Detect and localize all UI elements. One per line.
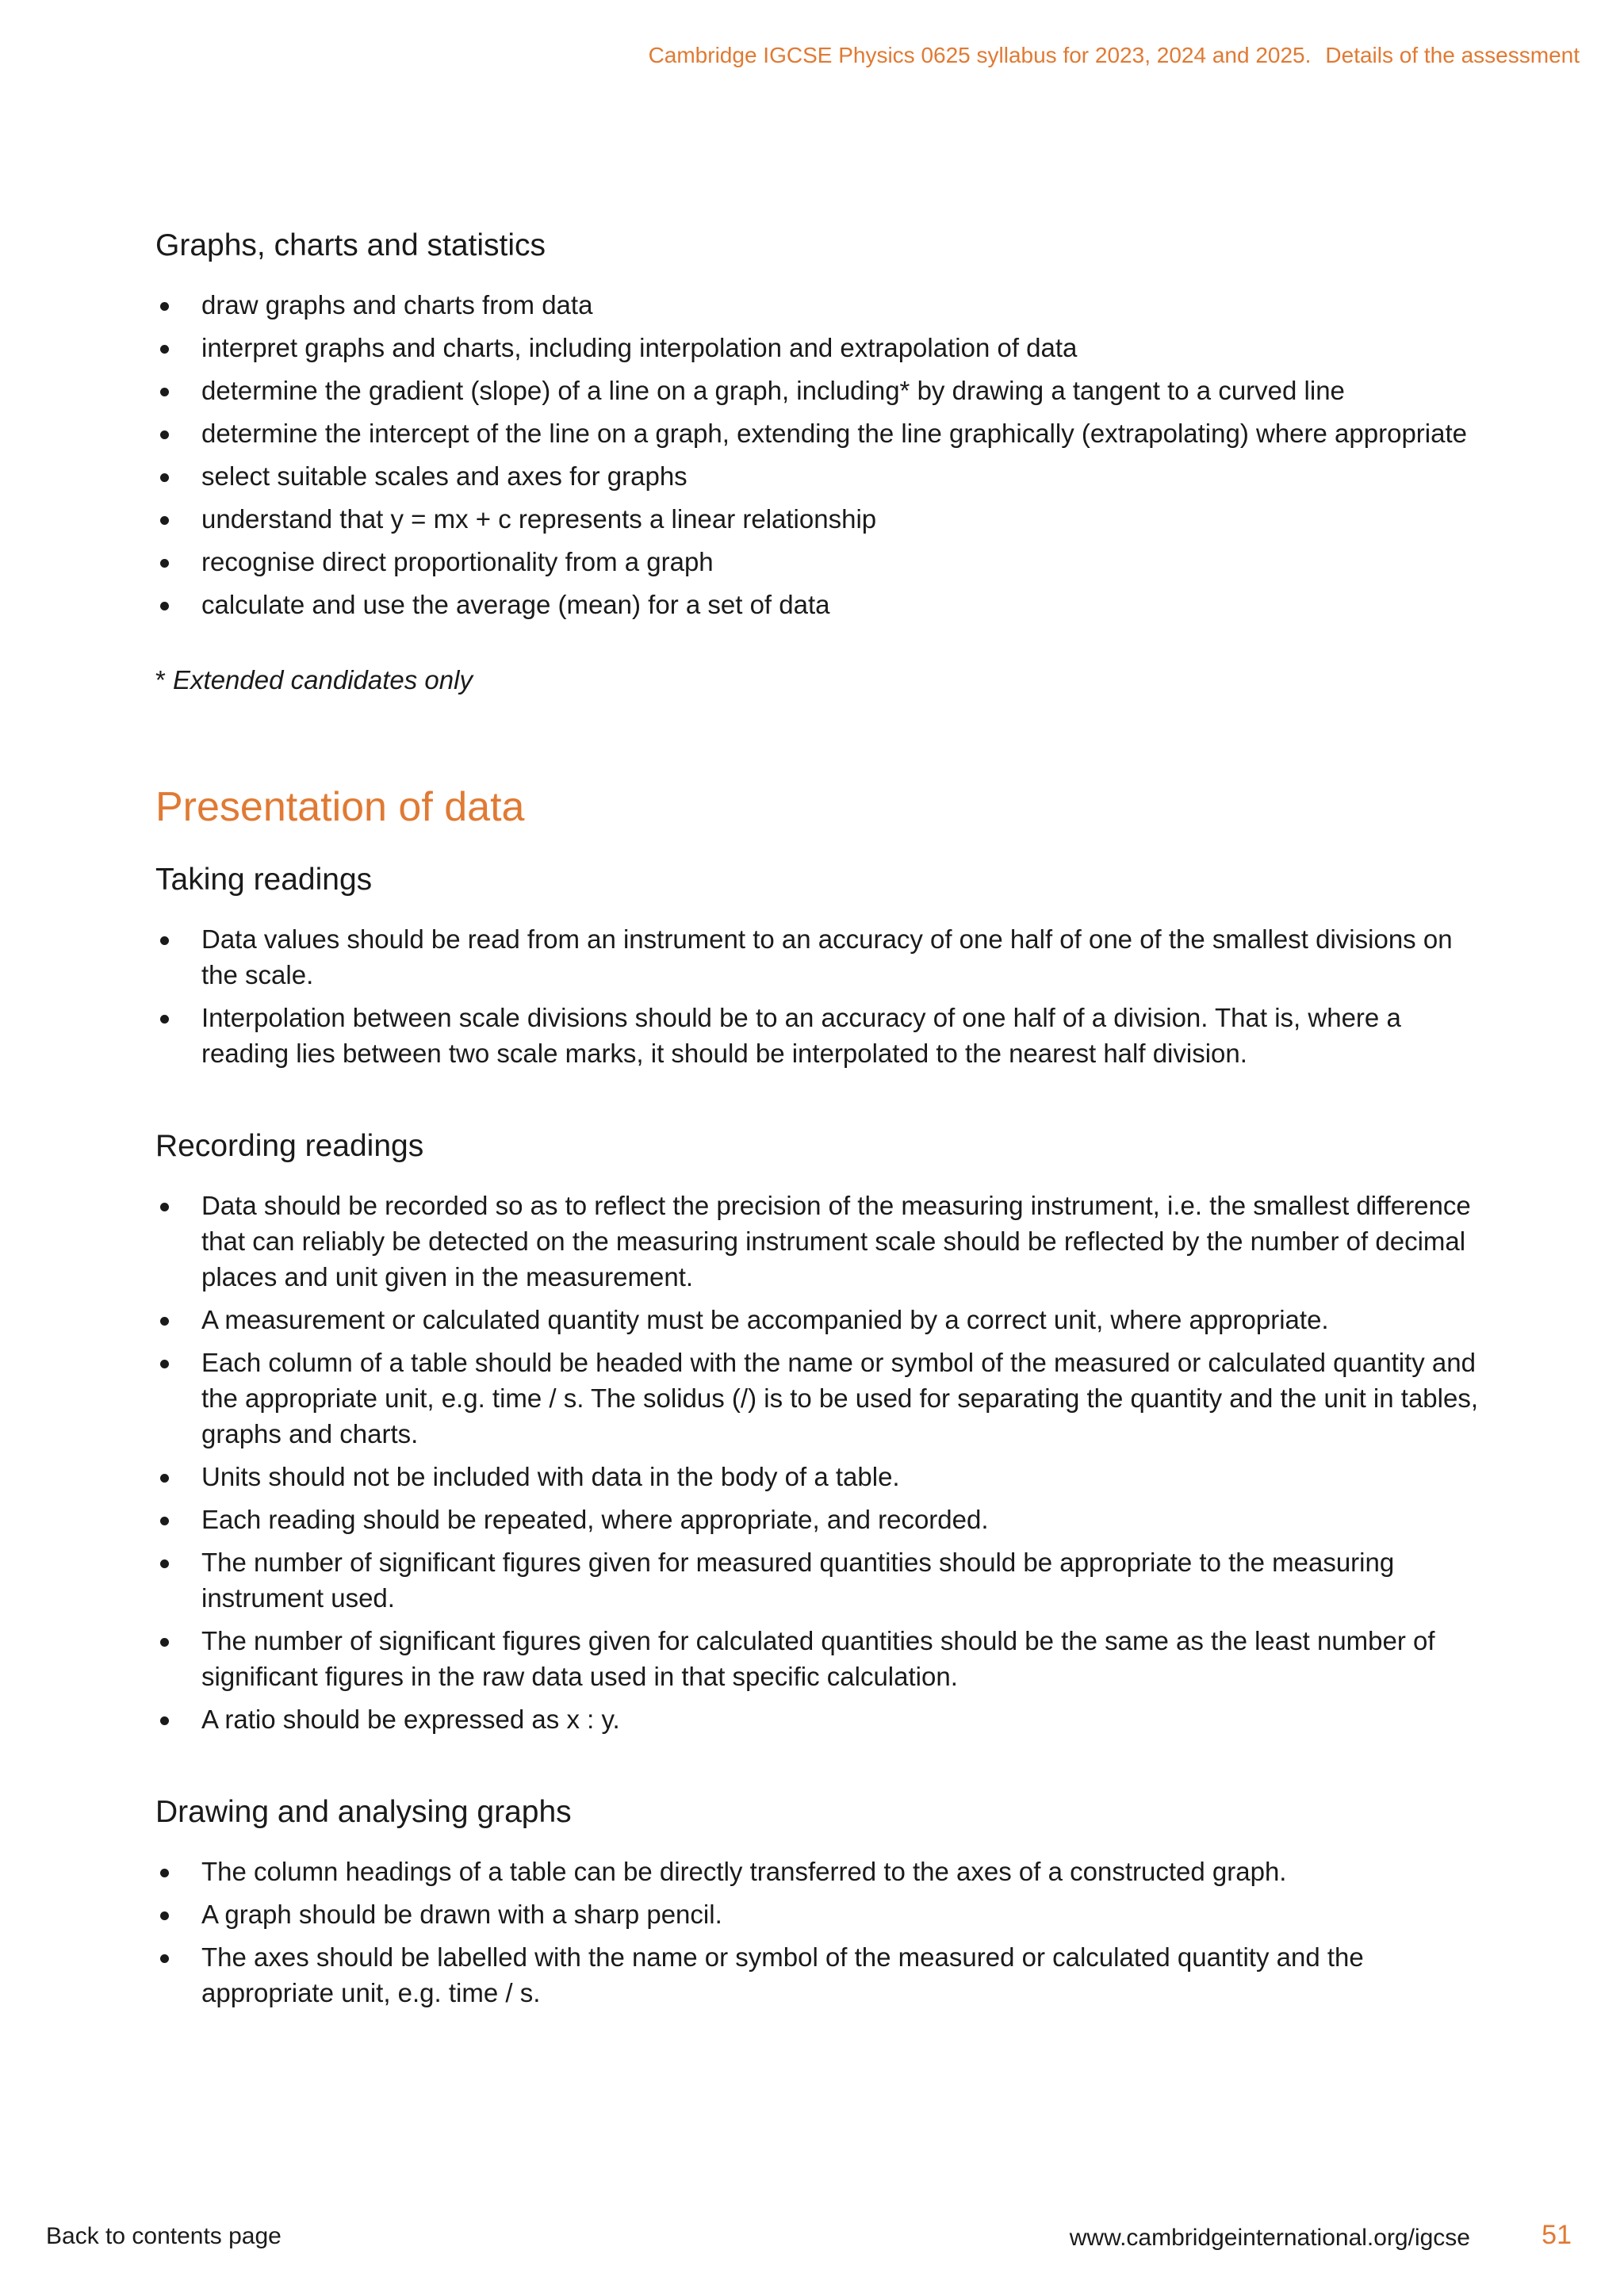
list-item: determine the gradient (slope) of a line on a graph, including* by drawing a tangent to a curved line bbox=[155, 373, 1481, 408]
graphs-list bbox=[155, 287, 1481, 622]
list-item: interpret graphs and charts, including interpolation and extrapolation of data bbox=[155, 330, 1481, 365]
list-item: Data should be recorded so as to reflect the precision of the measuring instrument, i.e. the smallest difference that can reliably be detected on the measuring instrument scale should be reflected by the number of decimal places and unit given in the measurement. bbox=[155, 1188, 1481, 1295]
page-content bbox=[155, 224, 1481, 2018]
list-item: A measurement or calculated quantity must be accompanied by a correct unit, where appropriate. bbox=[155, 1302, 1481, 1337]
list-item: Data values should be read from an instrument to an accuracy of one half of one of the smallest divisions on the scale. bbox=[155, 921, 1481, 993]
header-section: Details of the assessment bbox=[1325, 43, 1580, 67]
website-link[interactable]: www.cambridgeinternational.org/igcse bbox=[1069, 2225, 1470, 2251]
note-marker: * bbox=[155, 665, 166, 695]
list-item: select suitable scales and axes for graphs bbox=[155, 458, 1481, 494]
list-item: Each column of a table should be headed with the name or symbol of the measured or calculated quantity and the appropriate unit, e.g. time / s. The solidus (/) is to be used for separating the quantity and the unit in tables, graphs and charts. bbox=[155, 1345, 1481, 1452]
list-item: The number of significant figures given for measured quantities should be appropriate to the measuring instrument used. bbox=[155, 1544, 1481, 1616]
drawing-graphs-heading: Drawing and analysing graphs bbox=[155, 1795, 572, 1829]
taking-readings-heading: Taking readings bbox=[155, 863, 373, 897]
section-title: Presentation of data bbox=[155, 784, 525, 830]
list-item: Units should not be included with data in the body of a table. bbox=[155, 1459, 1481, 1494]
list-item: The number of significant figures given for calculated quantities should be the same as the least number of significant figures in the raw data used in that specific calculation. bbox=[155, 1623, 1481, 1694]
header-title: Cambridge IGCSE Physics 0625 syllabus for 2023, 2024 and 2025. bbox=[648, 43, 1312, 67]
graphs-heading: Graphs, charts and statistics bbox=[155, 228, 546, 262]
back-to-contents-link[interactable]: Back to contents page bbox=[46, 2223, 282, 2249]
list-item: determine the intercept of the line on a graph, extending the line graphically (extrapolating) where appropriate bbox=[155, 415, 1481, 451]
list-item: A graph should be drawn with a sharp pencil. bbox=[155, 1896, 1481, 1932]
running-header bbox=[649, 43, 1580, 68]
list-item: recognise direct proportionality from a graph bbox=[155, 544, 1481, 580]
page-number: 51 bbox=[1542, 2220, 1572, 2250]
list-item: Each reading should be repeated, where appropriate, and recorded. bbox=[155, 1502, 1481, 1537]
list-item: calculate and use the average (mean) for a set of data bbox=[155, 587, 1481, 622]
list-item: The column headings of a table can be directly transferred to the axes of a constructed graph. bbox=[155, 1854, 1481, 1889]
note-text: Extended candidates only bbox=[173, 665, 473, 695]
list-item: A ratio should be expressed as x : y. bbox=[155, 1701, 1481, 1737]
drawing-graphs-list bbox=[155, 1854, 1481, 2011]
extended-note bbox=[155, 662, 1481, 698]
recording-readings-list bbox=[155, 1188, 1481, 1737]
list-item: understand that y = mx + c represents a linear relationship bbox=[155, 501, 1481, 537]
list-item: The axes should be labelled with the name or symbol of the measured or calculated quantity and the appropriate unit, e.g. time / s. bbox=[155, 1939, 1481, 2011]
recording-readings-heading: Recording readings bbox=[155, 1129, 424, 1163]
list-item: draw graphs and charts from data bbox=[155, 287, 1481, 323]
list-item: Interpolation between scale divisions should be to an accuracy of one half of a division. That is, where a reading lies between two scale marks, it should be interpolated to the nearest half division. bbox=[155, 1000, 1481, 1071]
taking-readings-list bbox=[155, 921, 1481, 1071]
